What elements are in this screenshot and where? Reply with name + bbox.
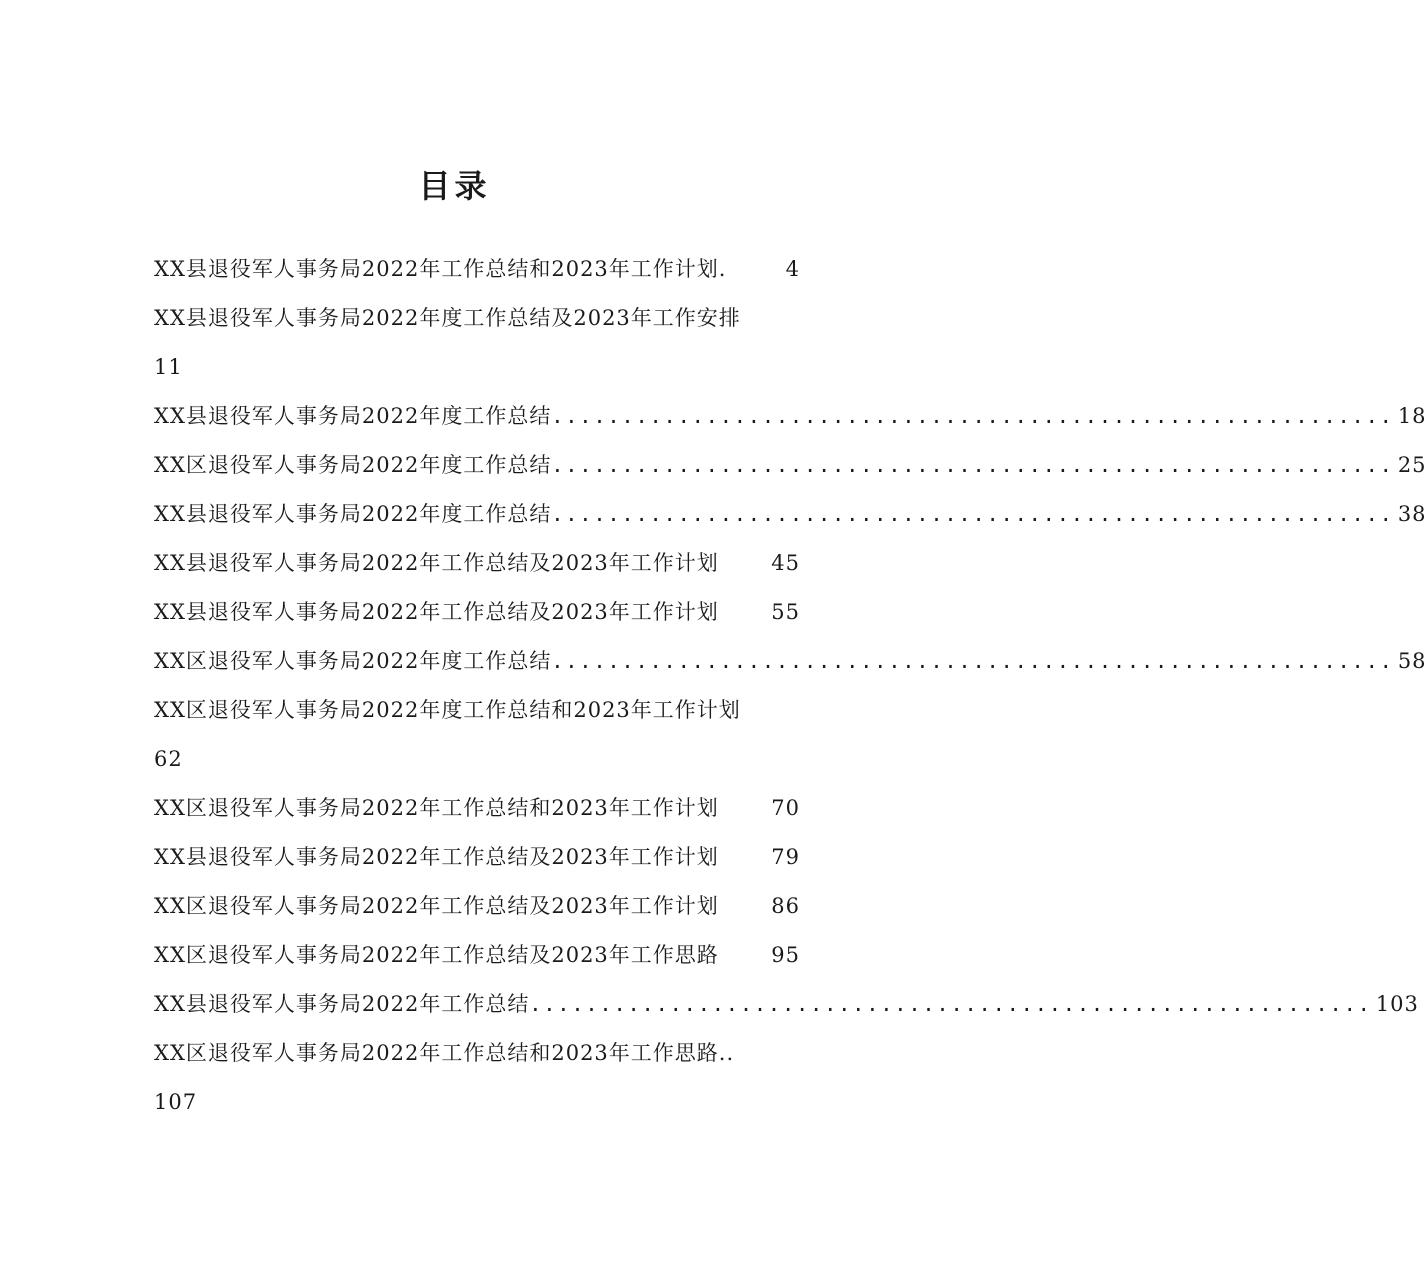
- toc-entry[interactable]: [154, 788, 800, 837]
- toc-entry-title: XX县退役军人事务局2022年工作总结: [154, 992, 530, 1016]
- toc-entry-title: XX县退役军人事务局2022年度工作总结: [154, 404, 552, 428]
- toc-entry-page[interactable]: 11: [154, 355, 183, 379]
- toc-entry-page: 45: [771, 551, 800, 575]
- toc-entry[interactable]: [154, 494, 1427, 543]
- toc-entry-title: XX县退役军人事务局2022年工作总结及2023年工作计划: [154, 600, 719, 624]
- toc-entry-page: 86: [771, 894, 800, 918]
- toc-entry-page[interactable]: 62: [154, 747, 183, 771]
- toc-entry-title[interactable]: XX区退役军人事务局2022年度工作总结和2023年工作计划: [154, 698, 741, 722]
- toc-entry-title: XX区退役军人事务局2022年工作总结及2023年工作计划: [154, 894, 719, 918]
- toc-entry-page: 70: [771, 796, 800, 820]
- toc-entry[interactable]: [154, 935, 800, 984]
- toc-leader-dots: ............................................................: [551, 453, 1394, 477]
- toc-entry[interactable]: [154, 837, 800, 886]
- toc-leader-dots: ............................................................: [551, 404, 1394, 428]
- toc-entry-page: 4: [785, 257, 800, 281]
- toc-entry-page: 55: [771, 600, 800, 624]
- toc-leader-dots: ............................................................: [551, 502, 1394, 526]
- toc-title: 目录: [418, 167, 491, 205]
- toc-entry-title: XX区退役军人事务局2022年工作总结及2023年工作思路: [154, 943, 719, 967]
- toc-entry-title: XX县退役军人事务局2022年工作总结和2023年工作计划.: [154, 257, 727, 281]
- toc-entry[interactable]: [154, 396, 1427, 445]
- toc-entry[interactable]: [154, 445, 1427, 494]
- toc-entry-page: 25: [1397, 453, 1427, 477]
- toc-list: [154, 249, 1427, 1131]
- toc-entry-page: 18: [1397, 404, 1427, 428]
- toc-entry[interactable]: [154, 249, 800, 298]
- toc-entry-title: XX县退役军人事务局2022年度工作总结: [154, 502, 552, 526]
- toc-entry-page[interactable]: 107: [154, 1090, 198, 1114]
- toc-entry-title: XX区退役军人事务局2022年度工作总结: [154, 649, 552, 673]
- toc-entry-title[interactable]: XX区退役军人事务局2022年工作总结和2023年工作思路..: [154, 1041, 735, 1065]
- toc-leader-dots: ............................................................: [529, 992, 1372, 1016]
- toc-entry[interactable]: [154, 641, 1427, 690]
- toc-entry-title: XX区退役军人事务局2022年工作总结和2023年工作计划: [154, 796, 719, 820]
- toc-leader-dots: ............................................................: [551, 649, 1394, 673]
- toc-entry-title: XX区退役军人事务局2022年度工作总结: [154, 453, 552, 477]
- toc-entry[interactable]: [154, 984, 1419, 1033]
- toc-entry-title: XX县退役军人事务局2022年工作总结及2023年工作计划: [154, 551, 719, 575]
- toc-entry-page: 38: [1397, 502, 1427, 526]
- toc-entry-page: 95: [771, 943, 800, 967]
- toc-entry[interactable]: [154, 592, 800, 641]
- toc-entry-title: XX县退役军人事务局2022年工作总结及2023年工作计划: [154, 845, 719, 869]
- toc-entry-page: 79: [771, 845, 800, 869]
- toc-entry[interactable]: [154, 543, 800, 592]
- toc-entry-page: 103: [1375, 992, 1419, 1016]
- toc-entry-title[interactable]: XX县退役军人事务局2022年度工作总结及2023年工作安排: [154, 306, 741, 330]
- toc-entry-page: 58: [1397, 649, 1427, 673]
- toc-entry[interactable]: [154, 886, 800, 935]
